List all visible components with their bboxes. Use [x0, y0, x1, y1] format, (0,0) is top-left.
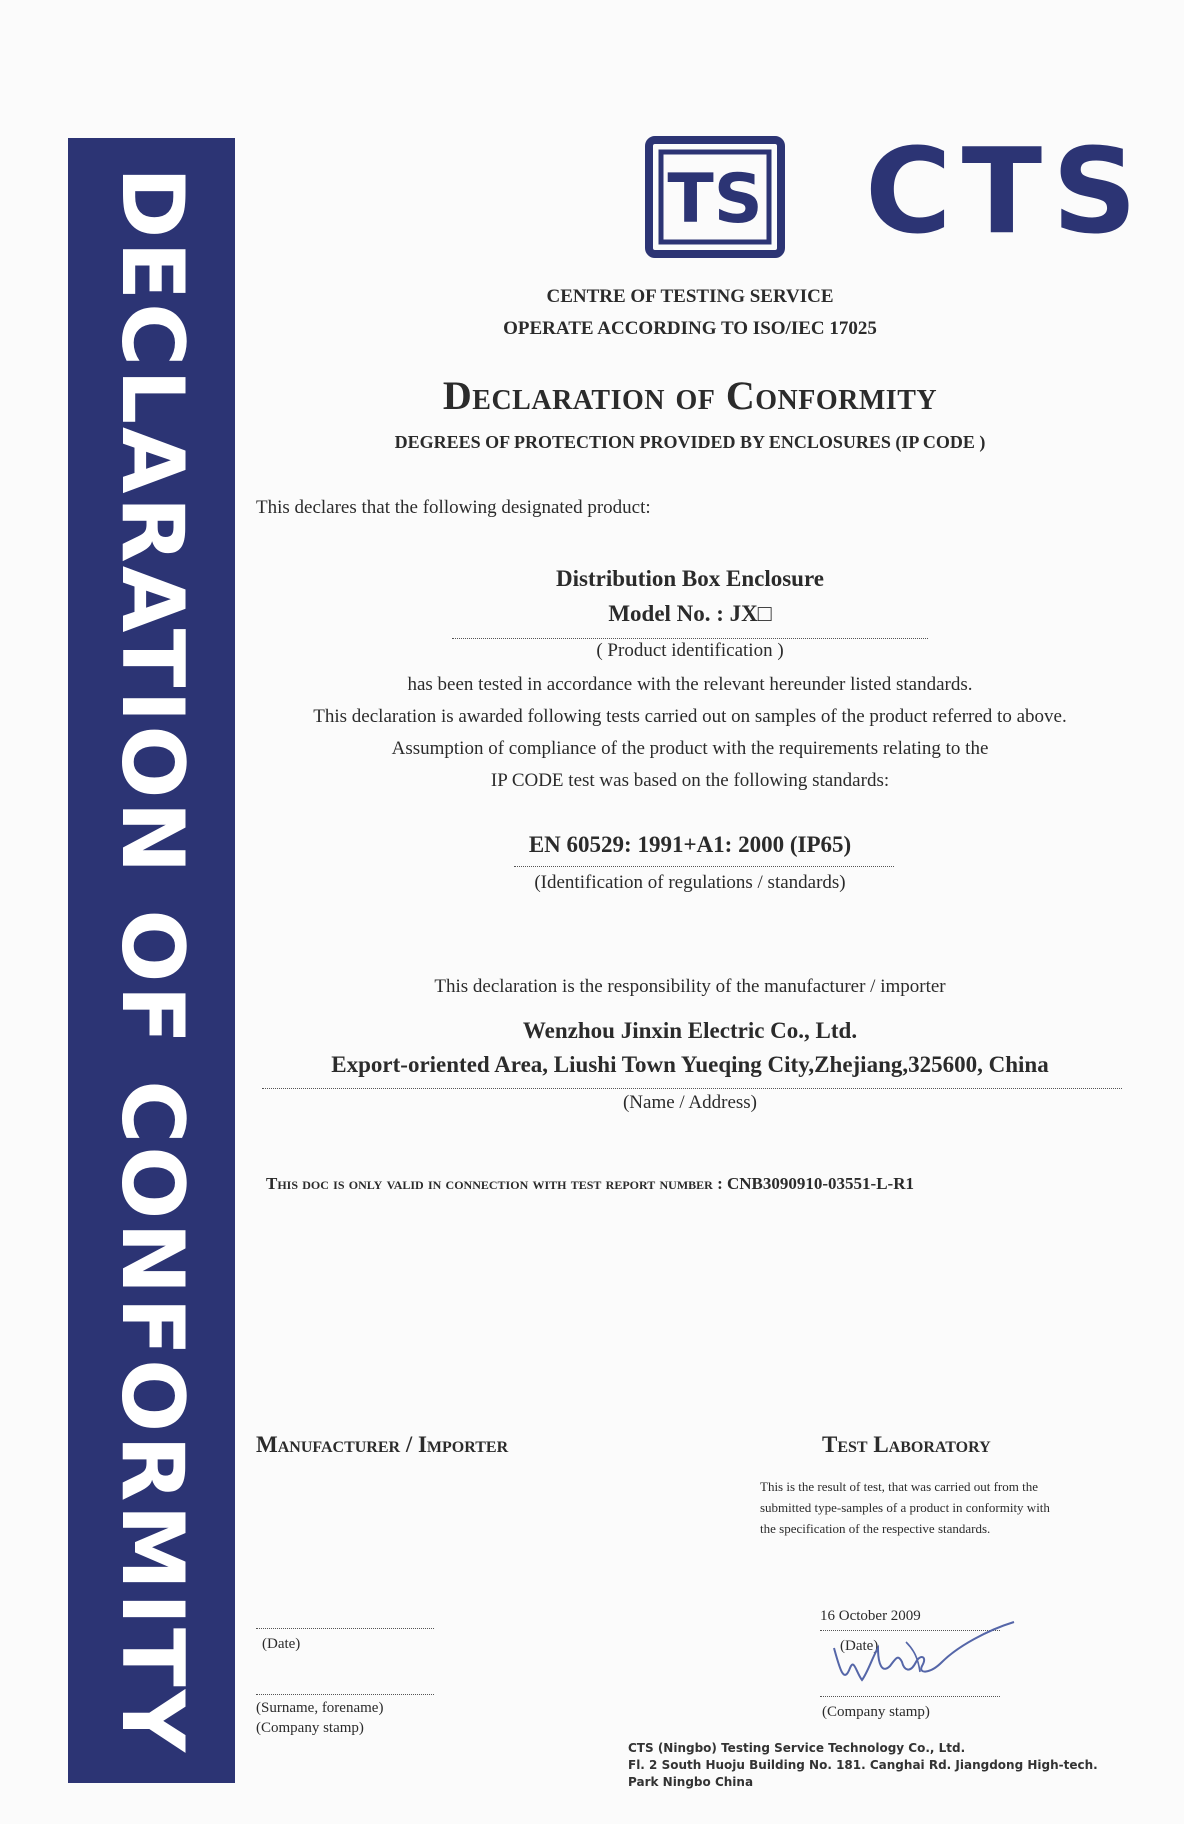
lab-date-caption: (Date): [840, 1638, 879, 1654]
lab-date: 16 October 2009: [820, 1608, 921, 1624]
brand-name: CTS: [865, 122, 1148, 260]
manufacturer-name: Wenzhou Jinxin Electric Co., Ltd.: [522, 1018, 858, 1043]
manufacturer-heading: Manufacturer / Importer: [256, 1432, 509, 1457]
product-caption: ( Product identification ): [596, 640, 784, 661]
manufacturer-address: Export-oriented Area, Liushi Town Yueqing City,Zhejiang,325600, China: [331, 1052, 1049, 1077]
standard-caption: (Identification of regulations / standards): [534, 872, 846, 893]
statement-3: Assumption of compliance of the product with the requirements relating to the: [391, 738, 989, 759]
date-caption: (Date): [262, 1636, 301, 1652]
signature-line: [820, 1696, 1000, 1697]
subtitle: DEGREES OF PROTECTION PROVIDED BY ENCLOSURES (IP CODE ): [394, 432, 986, 452]
name-caption: (Surname, forename): [256, 1700, 384, 1716]
side-banner-text: DECLARATION OF CONFORMITY: [101, 166, 202, 1755]
lab-stamp-caption: (Company stamp): [822, 1704, 930, 1720]
product-name: Distribution Box Enclosure: [556, 566, 824, 591]
lab-heading: Test Laboratory: [822, 1432, 991, 1457]
divider: [514, 866, 894, 867]
lab-address-line: Park Ningbo China: [628, 1775, 754, 1789]
cts-logo-emblem: [645, 136, 785, 263]
lab-note: [760, 1476, 1128, 1539]
stamp-caption: (Company stamp): [256, 1720, 364, 1736]
statement-4: IP CODE test was based on the following standards:: [490, 770, 890, 791]
divider: [262, 1088, 1122, 1089]
side-banner: [68, 138, 235, 1783]
signature-line: [256, 1694, 434, 1695]
manufacturer-caption: (Name / Address): [622, 1092, 758, 1113]
divider: [452, 638, 928, 639]
statement-1: has been tested in accordance with the relevant hereunder listed standards.: [407, 674, 973, 695]
statement-2: This declaration is awarded following tests carried out on samples of the product referred to above.: [313, 706, 1067, 727]
lab-note-line: the specification of the respective standards.: [760, 1521, 991, 1536]
lab-note-line: This is the result of test, that was carried out from the: [760, 1479, 1038, 1494]
validity-note: This doc is only valid in connection with test report number : CNB3090910-03551-L-R1: [266, 1174, 914, 1193]
header-line1: CENTRE OF TESTING SERVICE: [546, 286, 834, 307]
model-number: Model No. : JX□: [608, 601, 772, 626]
lab-note-line: submitted type-samples of a product in conformity with: [760, 1500, 1050, 1515]
emblem-text: TS: [667, 160, 763, 239]
signature-line: [256, 1628, 434, 1629]
responsibility-text: This declaration is the responsibility of the manufacturer / importer: [434, 976, 946, 997]
lab-address-line: CTS (Ningbo) Testing Service Technology Co., Ltd.: [628, 1741, 966, 1755]
page-title: Declaration of Conformity: [442, 373, 938, 418]
standard-value: EN 60529: 1991+A1: 2000 (IP65): [528, 832, 852, 857]
header-line2: OPERATE ACCORDING TO ISO/IEC 17025: [503, 318, 877, 339]
lab-address-line: Fl. 2 South Huoju Building No. 181. Canghai Rd. Jiangdong High-tech.: [628, 1758, 1098, 1772]
lab-address: [628, 1740, 1098, 1791]
intro-text: This declares that the following designated product:: [256, 497, 651, 518]
signature: [818, 1618, 1018, 1695]
